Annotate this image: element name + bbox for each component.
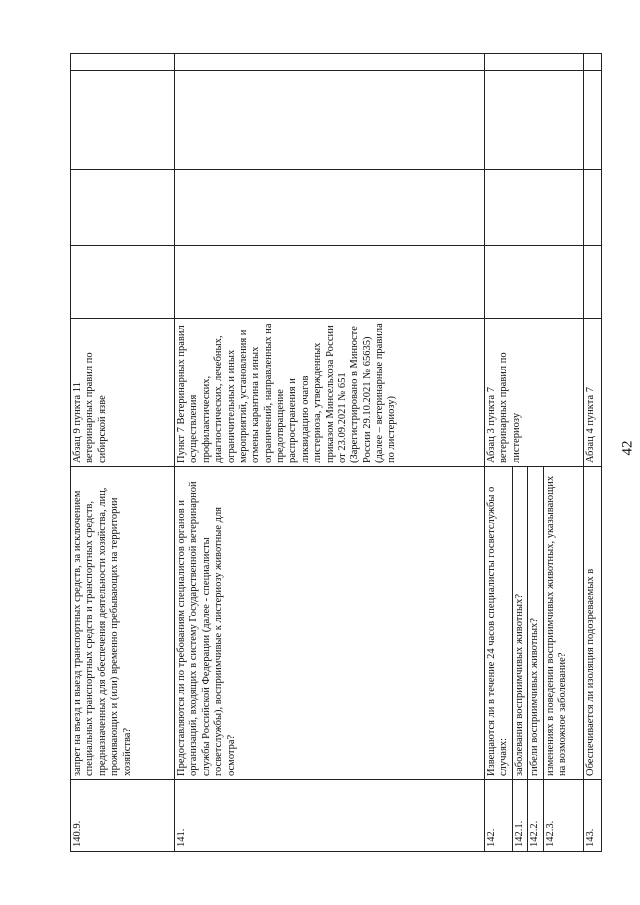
row-number: 142. — [485, 780, 513, 852]
answer-yes-cell — [71, 246, 175, 319]
row-number: 142.2. — [528, 780, 543, 852]
reference-cell: Абзац 4 пункта 7 — [583, 319, 601, 467]
question-cell: Предоставляются ли по требованиям специалистов органов и организаций, входящих в систему Государственной ветеринарной службы Российской Федерации (далее - специалисты госветслужбы), восприимчивые к листериозу животные для осмотра? — [175, 467, 485, 780]
reference-cell: Пункт 7 Ветеринарных правил осуществления профилактических, диагностических, лечебных, ограничительных и иных мероприятий, установления и отмены карантина и иных ограничений, направленных на предотвращение распространения и ликвидацию очагов листериоза, утвержденных приказом Минсельхоза России от 23.09.2021 № 651 (Зарегистрировано в Минюсте России 29.10.2021 № 65635) (далее – ветеринарные правила по листериозу) — [175, 319, 485, 467]
table-row — [175, 54, 485, 852]
table-row — [71, 54, 175, 852]
question-cell: Обеспечивается ли изоляция подозреваемых в — [583, 467, 601, 780]
row-number: 142.3. — [543, 780, 583, 852]
answer-na-cell — [583, 71, 601, 170]
note-cell — [485, 54, 584, 71]
note-cell — [175, 54, 485, 71]
table-row — [583, 54, 601, 852]
question-cell: заболевания восприимчивых животных? — [512, 467, 527, 780]
answer-na-cell — [485, 71, 584, 170]
reference-cell: Абзац 3 пункта 7 ветеринарных правил по листериозу — [485, 319, 584, 467]
answer-yes-cell — [175, 246, 485, 319]
question-cell: гибели восприимчивых животных? — [528, 467, 543, 780]
question-cell: Извещаются ли в течение 24 часов специалисты госветслужбы о случаях: — [485, 467, 513, 780]
note-cell — [71, 54, 175, 71]
checklist-table — [70, 53, 602, 852]
note-cell — [583, 54, 601, 71]
answer-no-cell — [175, 170, 485, 246]
question-cell: запрет на въезд и выезд транспортных средств, за исключением специальных транспортных средств и транспортных средств, предназначенных для обеспечения деятельности хозяйства, лиц, проживающих и (или) временно пребывающих на территории хозяйства? — [71, 467, 175, 780]
reference-cell: Абзац 9 пункта 11 ветеринарных правил по сибирской язве — [71, 319, 175, 467]
row-number: 141. — [175, 780, 485, 852]
answer-na-cell — [71, 71, 175, 170]
question-cell: изменениях в поведении восприимчивых животных, указывающих на возможное заболевание? — [543, 467, 583, 780]
rotated-landscape-page — [70, 54, 608, 852]
answer-no-cell — [583, 170, 601, 246]
row-number: 140.9. — [71, 780, 175, 852]
row-number: 142.1. — [512, 780, 527, 852]
answer-no-cell — [485, 170, 584, 246]
row-number: 143. — [583, 780, 601, 852]
answer-yes-cell — [485, 246, 584, 319]
answer-no-cell — [71, 170, 175, 246]
answer-na-cell — [175, 71, 485, 170]
table-row — [485, 54, 513, 852]
page-number: 42 — [619, 440, 636, 456]
answer-yes-cell — [583, 246, 601, 319]
